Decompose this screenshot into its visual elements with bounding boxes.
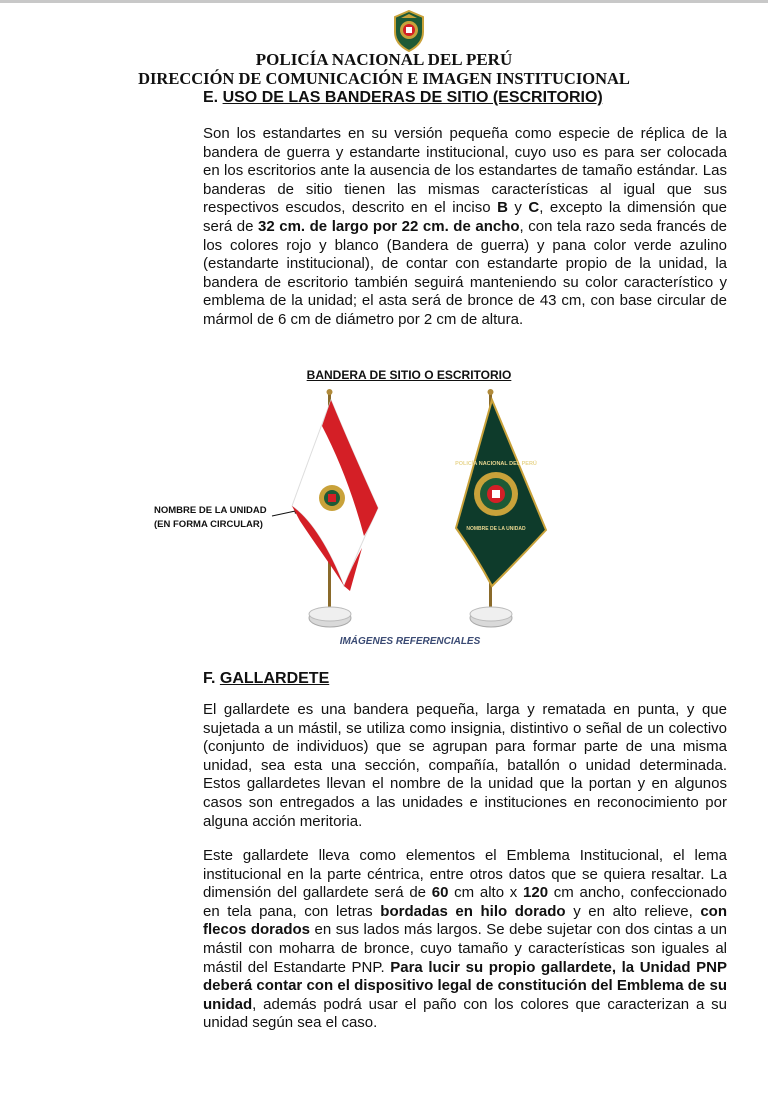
standard-text-top: POLICÍA NACIONAL DEL PERÚ (455, 461, 537, 467)
section-f-title: GALLARDETE (219, 670, 330, 687)
bold-run: B (497, 199, 508, 217)
figure-caption: IMÁGENES REFERENCIALES (339, 636, 481, 647)
institution-name: POLICÍA NACIONAL DEL PERÚ (255, 50, 513, 69)
section-e-letter: E. (203, 89, 219, 106)
police-crest-icon (392, 10, 426, 52)
bold-run: Para lucir su propio gallardete, la Unidad PNP deberá contar con el dispositivo legal de constitución del Emblema de su unidad (203, 958, 727, 1013)
bold-run: C (528, 199, 540, 217)
desk-flags-illustration (280, 386, 570, 634)
institutional-standard-flag (455, 400, 546, 586)
top-border (0, 0, 768, 3)
section-f-paragraph-2: Este gallardete lleva como elementos el Emblema Institucional, el lema institucional en la parte céntrica, entre otros datos que se quiera resaltar. La dimensión del gallardete será de 60 cm alto x 120 cm ancho, confeccionado en tela pana, con letras bordadas en hilo dorado y en alto relieve, con flecos dorados en sus lados más largos. Se debe sujetar con dos cintas a un mástil con moharra de bronce, cuyo tamaño y características son iguales al mástil del Estandarte PNP. Para lucir su propio gallardete, la Unidad PNP deberá contar con el dispositivo legal de constitución del Emblema de su unidad, además podrá usar el paño con los colores que caracterizan a su unidad según sea el caso. (203, 847, 728, 1032)
standard-text-bottom: NOMBRE DE LA UNIDAD (466, 526, 526, 532)
unit-name-label: NOMBRE DE LA UNIDAD (154, 505, 267, 516)
unit-name-label-sub: (EN FORMA CIRCULAR) (154, 519, 263, 530)
bold-run: 120 (523, 884, 549, 902)
section-e-title: USO DE LAS BANDERAS DE SITIO (ESCRITORIO) (222, 89, 603, 106)
bold-run: bordadas en hilo dorado (380, 902, 566, 920)
bold-run: 32 cm. de largo por 22 cm. de ancho (257, 217, 520, 235)
section-e-paragraph: Son los estandartes en su versión pequeña como especie de réplica de la bandera de guerra y estandarte institucional, cuyo uso es para ser colocada en los escritorios ante la ausencia de los estandartes de tamaño estándar. Las banderas de sitio tienen las mismas características al igual que sus respectivos escudos, descrito en el inciso B y C, excepto la dimensión que será de 32 cm. de largo por 22 cm. de ancho, con tela razo seda francés de los colores rojo y blanco (Bandera de guerra) y pana color verde azulino (estandarte institucional), de contar con estandarte propio de la unidad, la bandera de escritorio también seguirá manteniendo su color característico y emblema de la unidad; el asta será de bronce de 43 cm, con base circular de mármol de 6 cm de diámetro por 2 cm de altura. (203, 125, 727, 328)
section-f-paragraph-1: El gallardete es una bandera pequeña, larga y rematada en punta, y que sujetada a un mástil, se utiliza como insignia, distintivo o señal de un colectivo (conjunto de individuos) que se agrupan para formar parte de una misma unidad, sea esta una sección, compañía, batallón o unidad determinada. Estos gallardetes llevan el nombre de la unidad que la portan y en algunos casos son entregados a las unidades e instituciones en reconocimiento por alguna acción meritoria. (203, 701, 727, 830)
section-e-heading (203, 89, 603, 107)
department-name: DIRECCIÓN DE COMUNICACIÓN E IMAGEN INSTITUCIONAL (138, 69, 630, 88)
section-f-heading (203, 670, 329, 688)
bold-run: con flecos dorados (203, 902, 728, 939)
peru-war-flag (292, 400, 378, 591)
bold-run: 60 (431, 884, 449, 902)
figure-title: BANDERA DE SITIO O ESCRITORIO (306, 368, 512, 382)
section-f-letter: F. (203, 670, 216, 687)
